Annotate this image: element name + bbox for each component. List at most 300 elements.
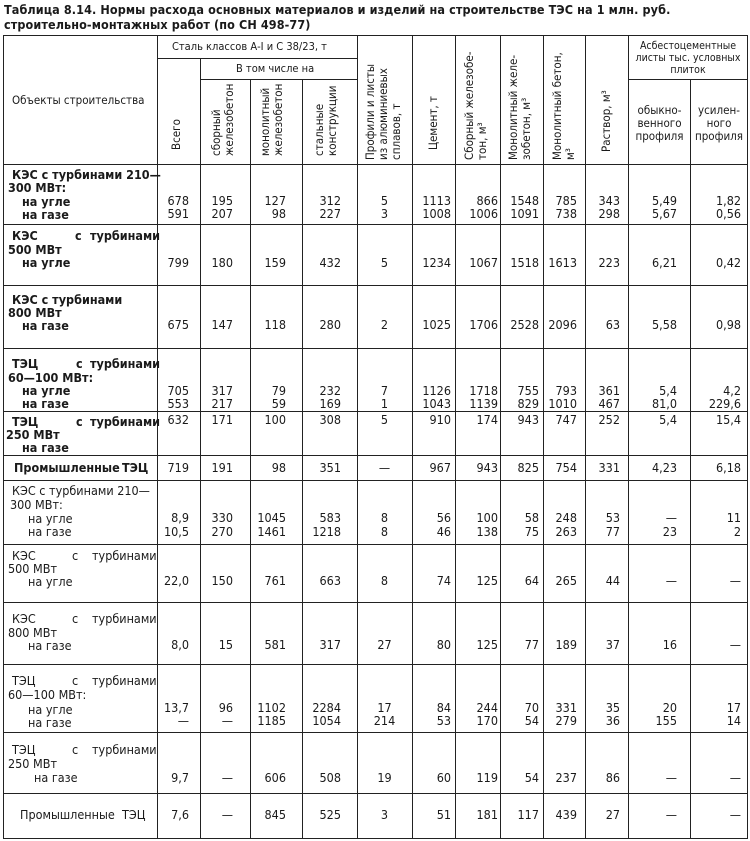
table-cell: — (729, 807, 741, 822)
table-cell: 8,0 (171, 637, 189, 652)
header-mon-beton-1: Монолитный бетон, (550, 52, 564, 160)
table-cell: 244 (476, 700, 498, 715)
label-gas: на газе (22, 396, 69, 411)
table-cell: 738 (555, 206, 577, 221)
header-mon-zhb-1: Монолитный желе- (506, 54, 520, 160)
table-cell: 361 (598, 383, 620, 398)
table-cell: 943 (517, 412, 539, 427)
table-cell: 866 (476, 193, 498, 208)
table-cell: 3 (380, 807, 389, 822)
grid-line (3, 480, 747, 481)
header-steel-2: конструкции (325, 85, 339, 156)
header-sb-zhb-2: тон, м³ (475, 122, 489, 160)
table-cell: 317 (319, 637, 341, 652)
table-cell: 53 (436, 713, 451, 728)
label-b-tec-250-d: 250 МВт (8, 756, 57, 771)
table-cell: 4,2 (723, 383, 741, 398)
table-cell: 100 (476, 510, 498, 525)
table-cell: 54 (524, 713, 539, 728)
table-cell: 747 (555, 412, 577, 427)
grid-line (3, 35, 4, 839)
table-cell: 754 (555, 460, 577, 475)
table-cell: 100 (264, 412, 286, 427)
caption-line2: строительно-монтажных работ (по СН 498-77) (4, 17, 311, 32)
grid-line (3, 285, 747, 286)
table-cell: 1025 (422, 317, 451, 332)
table-cell: 229,6 (708, 396, 741, 411)
table-cell: 1091 (510, 206, 539, 221)
table-cell: 632 (167, 412, 189, 427)
table-cell: 127 (264, 193, 286, 208)
label-b-kes-500-c: турбинами (92, 548, 157, 563)
table-cell: 1139 (469, 396, 498, 411)
table-cell: 793 (555, 383, 577, 398)
table-cell: — (729, 637, 741, 652)
table-cell: 761 (264, 573, 286, 588)
table-cell: 1234 (422, 255, 451, 270)
caption-label: Таблица 8.14. (4, 2, 97, 17)
header-usil-1: усилен- (697, 103, 740, 117)
label-gas: на газе (34, 770, 78, 785)
table-cell: 1010 (548, 396, 577, 411)
table-cell: 308 (319, 412, 341, 427)
table-cell: — (665, 510, 677, 525)
table-cell: 8,9 (171, 510, 189, 525)
table-cell: 1185 (257, 713, 286, 728)
table-cell: 53 (605, 510, 620, 525)
table-cell: 79 (271, 383, 286, 398)
table-cell: 755 (517, 383, 539, 398)
table-cell: 195 (211, 193, 233, 208)
table-cell: 1706 (469, 317, 498, 332)
grid-line (3, 164, 747, 165)
table-cell: 81,0 (651, 396, 677, 411)
header-asb-2: листы тыс. условных (635, 52, 741, 64)
header-usil-3: профиля (694, 129, 744, 143)
label-kes-500-c: турбинами (90, 228, 161, 243)
label-b-tec-250-c: турбинами (92, 742, 157, 757)
grid-line (3, 544, 747, 545)
grid-line (3, 732, 747, 733)
label-b-prom-a: Промышленные (20, 807, 115, 822)
label-b-tec-100-d: 60—100 МВт: (8, 687, 87, 702)
label-gas: на газе (22, 440, 69, 455)
table-cell: 37 (605, 637, 620, 652)
header-cement: Цемент, т (426, 96, 440, 150)
header-objects: Объекты строительства (12, 93, 145, 107)
table-cell: 1043 (422, 396, 451, 411)
table-cell: — (221, 807, 233, 822)
table-cell: 799 (167, 255, 189, 270)
table-cell: 74 (436, 573, 451, 588)
label-prom-b: ТЭЦ (122, 460, 149, 475)
table-cell: 5,67 (651, 206, 677, 221)
table-cell: 56 (436, 510, 451, 525)
grid-line (3, 224, 747, 225)
label-b-kes-800-a: КЭС (12, 611, 36, 626)
table-cell: 86 (605, 770, 620, 785)
grid-line (3, 455, 747, 456)
header-obykn-3: профиля (635, 129, 684, 143)
table-cell: 10,5 (163, 524, 189, 539)
header-usil-2: ного (706, 116, 732, 130)
header-asb-3: плиток (670, 64, 706, 76)
table-cell: 1113 (422, 193, 451, 208)
label-b-tec-250-a: ТЭЦ (12, 742, 36, 757)
label-gas: на газе (28, 638, 72, 653)
table-cell: 439 (555, 807, 577, 822)
table-cell: 117 (517, 807, 539, 822)
table-cell: — (221, 713, 233, 728)
table-cell: 1067 (469, 255, 498, 270)
table-cell: 1461 (257, 524, 286, 539)
table-cell: 60 (436, 770, 451, 785)
table-cell: 118 (264, 317, 286, 332)
table-cell: 7 (380, 383, 389, 398)
table-cell: 64 (524, 573, 539, 588)
table-cell: 8 (380, 524, 389, 539)
table-cell: 20 (662, 700, 677, 715)
label-tec-250-d: 250 МВт (6, 427, 60, 442)
grid-line (3, 602, 747, 603)
table-cell: 27 (605, 807, 620, 822)
table-cell: 17 (726, 700, 741, 715)
table-cell: 1218 (312, 524, 341, 539)
table-cell: 84 (436, 700, 451, 715)
grid-line (157, 58, 357, 59)
table-cell: 1045 (257, 510, 286, 525)
label-gas: на газе (28, 715, 72, 730)
header-obykn-1: обыкно- (637, 103, 682, 117)
table-cell: 0,42 (715, 255, 741, 270)
header-incl: В том числе на (236, 62, 315, 75)
table-cell: 16 (662, 637, 677, 652)
label-b-kes-500-b: с (72, 548, 79, 563)
table-cell: 1548 (510, 193, 539, 208)
label-tec-100-c: турбинами (90, 356, 161, 371)
table-cell: 5 (380, 193, 389, 208)
header-profil-3: сплавов, т (389, 103, 403, 160)
table-cell: — (665, 770, 677, 785)
table-cell: 63 (605, 317, 620, 332)
label-b-kes-800-d: 800 МВт (8, 625, 57, 640)
table-cell: 675 (167, 317, 189, 332)
table-cell: 583 (319, 510, 341, 525)
table-cell: 119 (476, 770, 498, 785)
table-cell: 265 (555, 573, 577, 588)
label-kes-500-d: 500 МВт (8, 242, 62, 257)
table-cell: 5 (380, 255, 389, 270)
header-obykn-2: венного (637, 116, 682, 130)
table-cell: 967 (429, 460, 451, 475)
label-kes-500-b: с (75, 228, 82, 243)
label-coal: на угле (28, 511, 73, 526)
header-mon-zhb-2: зобетон, м³ (519, 97, 533, 160)
table-cell: 98 (271, 460, 286, 475)
table-cell: 0,56 (715, 206, 741, 221)
table-cell: 17 (377, 700, 392, 715)
header-mon-beton-2: м³ (563, 148, 577, 160)
table-cell: 77 (524, 637, 539, 652)
header-sbornyi-2: железобетон (222, 83, 236, 156)
table-cell: 138 (476, 524, 498, 539)
table-cell: — (729, 573, 741, 588)
header-sbornyi-1: сборный (209, 109, 223, 156)
table-cell: 351 (319, 460, 341, 475)
header-rastvor: Раствор, м³ (599, 90, 613, 152)
table-cell: 910 (429, 412, 451, 427)
table-cell: 331 (555, 700, 577, 715)
table-cell: 248 (555, 510, 577, 525)
table-cell: 1,82 (715, 193, 741, 208)
label-tec-250-b: с (76, 414, 83, 429)
label-b-kes-500-a: КЭС (12, 548, 36, 563)
table-cell: 96 (218, 700, 233, 715)
table-cell: 1102 (257, 700, 286, 715)
table-cell: 27 (377, 637, 392, 652)
table-cell: 553 (167, 396, 189, 411)
label-kes-210: КЭС с турбинами 210— (12, 167, 161, 182)
table-cell: 181 (476, 807, 498, 822)
table-cell: 1518 (510, 255, 539, 270)
table-cell: 232 (319, 383, 341, 398)
table-cell: 785 (555, 193, 577, 208)
table-cell: 591 (167, 206, 189, 221)
table-cell: 263 (555, 524, 577, 539)
grid-line (3, 35, 747, 36)
table-cell: 1006 (469, 206, 498, 221)
label-b-tec-250-b: с (72, 742, 79, 757)
label-b-kes-210: КЭС с турбинами 210— (12, 483, 150, 498)
table-cell: 2 (733, 524, 741, 539)
header-steel-1: стальные (312, 103, 326, 156)
table-cell: — (665, 573, 677, 588)
table-cell: 825 (517, 460, 539, 475)
label-coal: на угле (22, 383, 71, 398)
table-cell: 1718 (469, 383, 498, 398)
label-prom-a: Промышленные (14, 460, 120, 475)
header-steel-group: Сталь классов А-I и С 38/23, т (172, 40, 327, 53)
header-usil (691, 104, 747, 143)
table-cell: 75 (524, 524, 539, 539)
table-cell: 525 (319, 807, 341, 822)
table-cell: 2284 (312, 700, 341, 715)
label-b-kes-210-b: 300 МВт: (10, 497, 63, 512)
table-cell: 3 (380, 206, 389, 221)
header-total: Всего (169, 119, 183, 150)
table-cell: — (665, 807, 677, 822)
table-cell: 8 (380, 573, 389, 588)
table-cell: 125 (476, 573, 498, 588)
table-cell: 207 (211, 206, 233, 221)
label-kes-800: КЭС с турбинами (12, 292, 123, 307)
table-cell: 46 (436, 524, 451, 539)
table-cell: 467 (598, 396, 620, 411)
table-cell: 1008 (422, 206, 451, 221)
label-kes-800-b: 800 МВт (8, 305, 62, 320)
table-cell: 58 (524, 510, 539, 525)
label-coal: на угле (22, 255, 71, 270)
table-cell: 174 (476, 412, 498, 427)
table-cell: 59 (271, 396, 286, 411)
table-cell: 5,4 (659, 412, 677, 427)
table-cell: — (177, 713, 189, 728)
label-gas: на газе (22, 207, 69, 222)
table-cell: 508 (319, 770, 341, 785)
grid-line (200, 79, 357, 80)
label-coal: на угле (28, 574, 73, 589)
grid-line (628, 79, 747, 80)
grid-line (747, 35, 748, 839)
header-asbestos (629, 40, 747, 76)
table-cell: 432 (319, 255, 341, 270)
table-cell: 180 (211, 255, 233, 270)
label-tec-100-d: 60—100 МВт: (8, 370, 94, 385)
table-cell: 6,21 (651, 255, 677, 270)
table-cell: — (221, 770, 233, 785)
table-cell: 0,98 (715, 317, 741, 332)
table-cell: 312 (319, 193, 341, 208)
label-gas: на газе (22, 318, 69, 333)
table-cell: 15,4 (715, 412, 741, 427)
table-cell: 317 (211, 383, 233, 398)
table-cell: 150 (211, 573, 233, 588)
table-cell: 155 (655, 713, 677, 728)
label-tec-250-a: ТЭЦ (12, 414, 39, 429)
table-cell: 51 (436, 807, 451, 822)
table-cell: 280 (319, 317, 341, 332)
label-b-tec-100-a: ТЭЦ (12, 673, 36, 688)
grid-line (3, 664, 747, 665)
table-cell: 678 (167, 193, 189, 208)
table-caption (4, 2, 744, 32)
table-cell: 11 (726, 510, 741, 525)
table-cell: 77 (605, 524, 620, 539)
label-b-kes-800-c: турбинами (92, 611, 157, 626)
table-cell: 125 (476, 637, 498, 652)
table-cell: 170 (476, 713, 498, 728)
label-coal: на угле (28, 702, 73, 717)
label-gas: на газе (28, 524, 72, 539)
caption-line1: Нормы расхода основных материалов и изделий на строительстве ТЭС на 1 млн. руб. (100, 2, 671, 17)
table-cell: 189 (555, 637, 577, 652)
header-obykn (629, 104, 690, 143)
grid-line (3, 838, 747, 839)
label-b-kes-500-d: 500 МВт (8, 561, 57, 576)
table-cell: 36 (605, 713, 620, 728)
table-cell: 214 (373, 713, 396, 728)
table-cell: 80 (436, 637, 451, 652)
table-cell: 5,58 (651, 317, 677, 332)
table-cell: — (729, 770, 741, 785)
table-cell: 331 (598, 460, 620, 475)
table-cell: 169 (319, 396, 341, 411)
table-cell: 191 (211, 460, 233, 475)
table-cell: 943 (476, 460, 498, 475)
table-cell: 23 (662, 524, 677, 539)
table-cell: 719 (167, 460, 189, 475)
table-cell: 147 (211, 317, 233, 332)
table-cell: 70 (524, 700, 539, 715)
grid-line (3, 793, 747, 794)
table-cell: 227 (319, 206, 341, 221)
table-cell: 705 (167, 383, 189, 398)
table-cell: 22,0 (163, 573, 189, 588)
label-b-prom-b: ТЭЦ (122, 807, 146, 822)
grid-line (3, 348, 747, 349)
table-cell: 5,4 (659, 383, 677, 398)
table-cell: — (378, 460, 391, 475)
label-tec-250-c: турбинами (90, 414, 161, 429)
table-cell: 159 (264, 255, 286, 270)
table-cell: 2 (380, 317, 389, 332)
table-cell: 217 (211, 396, 233, 411)
header-asb-1: Асбестоцементные (639, 40, 737, 52)
table-cell: 663 (319, 573, 341, 588)
table-cell: 19 (377, 770, 392, 785)
table-cell: 13,7 (163, 700, 189, 715)
label-coal: на угле (22, 194, 71, 209)
table-cell: 581 (264, 637, 286, 652)
table-cell: 171 (211, 412, 233, 427)
table-cell: 829 (517, 396, 539, 411)
header-sb-zhb-1: Сборный железобе- (462, 51, 476, 160)
label-b-tec-100-c: турбинами (92, 673, 157, 688)
table-cell: 5,49 (651, 193, 677, 208)
label-tec-100-a: ТЭЦ (12, 356, 39, 371)
table-cell: 252 (598, 412, 620, 427)
grid-line (3, 411, 747, 412)
label-tec-100-b: с (76, 356, 83, 371)
header-monolit-1: монолитный (258, 87, 272, 156)
table-cell: 1054 (312, 713, 341, 728)
table-cell: 44 (605, 573, 620, 588)
table-cell: 270 (211, 524, 233, 539)
table-cell: 14 (726, 713, 741, 728)
table-cell: 298 (598, 206, 620, 221)
table-cell: 279 (555, 713, 577, 728)
table-cell: 237 (555, 770, 577, 785)
table-cell: 2528 (510, 317, 539, 332)
table-cell: 223 (598, 255, 620, 270)
label-kes-210-b: 300 МВт: (8, 180, 67, 195)
header-profil-1: Профили и листы (363, 63, 377, 160)
header-monolit-2: железобетон (271, 83, 285, 156)
table-cell: 35 (605, 700, 620, 715)
table-cell: 2096 (548, 317, 577, 332)
table-cell: 7,6 (171, 807, 189, 822)
table-cell: 1126 (422, 383, 451, 398)
table-cell: 1 (380, 396, 389, 411)
label-b-kes-800-b: с (72, 611, 79, 626)
table-cell: 845 (264, 807, 286, 822)
header-profil-2: из алюминиевых (376, 68, 390, 160)
table-cell: 6,18 (715, 460, 741, 475)
table-cell: 54 (524, 770, 539, 785)
table-cell: 8 (380, 510, 389, 525)
table-cell: 5 (380, 412, 389, 427)
label-b-tec-100-b: с (72, 673, 79, 688)
table-cell: 4,23 (651, 460, 677, 475)
table-cell: 15 (218, 637, 233, 652)
table-cell: 343 (598, 193, 620, 208)
label-kes-500-a: КЭС (12, 228, 38, 243)
table-cell: 98 (271, 206, 286, 221)
table-cell: 330 (211, 510, 233, 525)
table-cell: 1613 (548, 255, 577, 270)
table-cell: 9,7 (171, 770, 189, 785)
table-cell: 606 (264, 770, 286, 785)
